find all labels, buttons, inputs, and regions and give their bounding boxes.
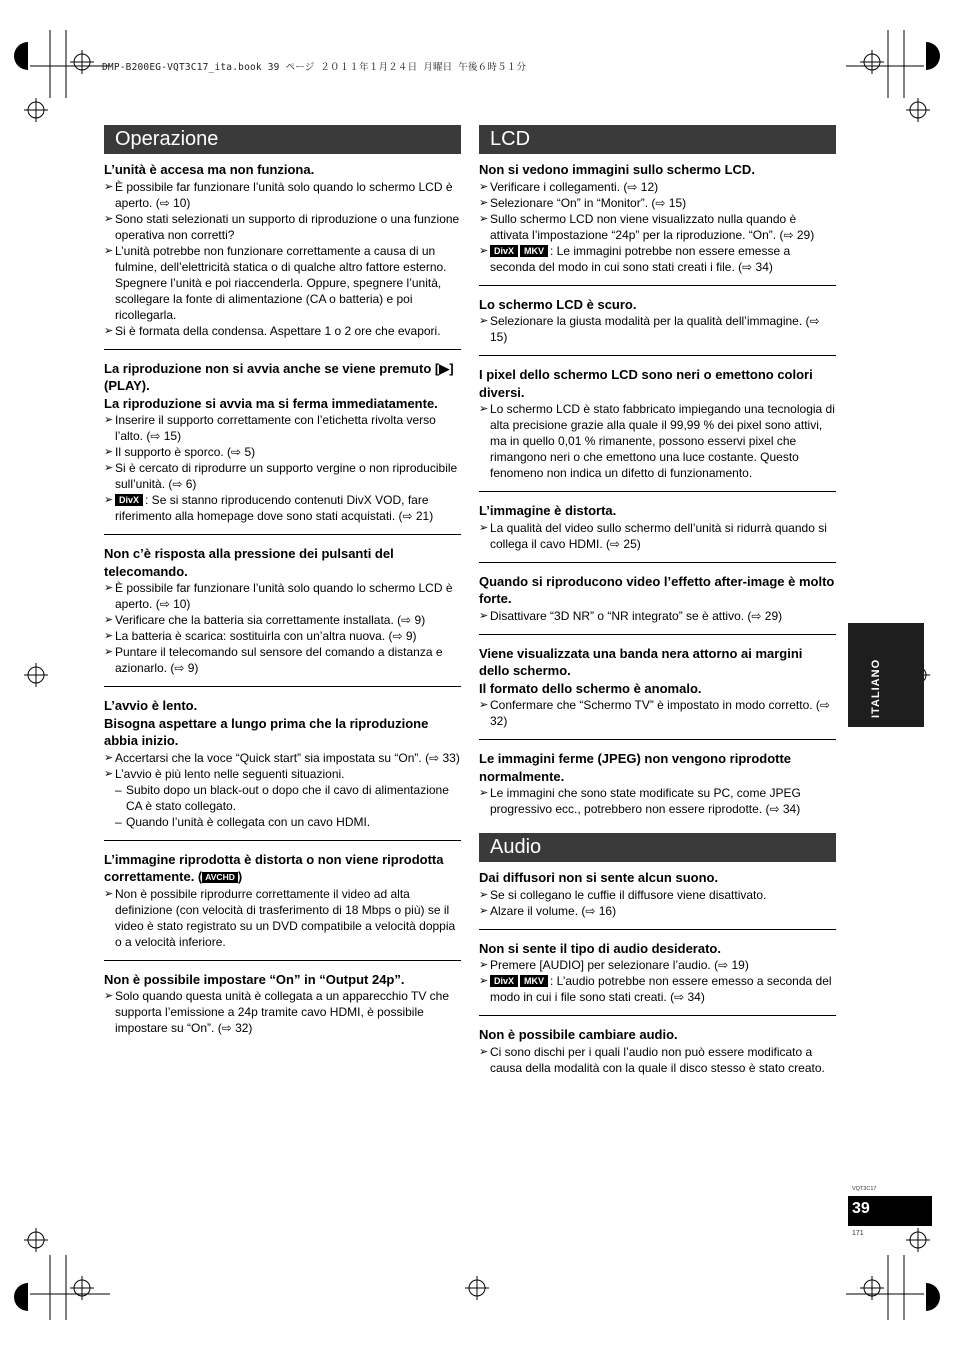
arrow-icon: ➢ — [104, 751, 114, 764]
faq-question: Il formato dello schermo è anomalo. — [479, 680, 702, 696]
faq-answer: ➢ Solo quando questa unità è collegata a un apparecchio TV che supporta l’emissione a 24p tramite cavo HDMI, è possibile impostare su “On”. (⇨ 32) — [104, 989, 450, 1035]
faq-answer: ➢ Selezionare la giusta modalità per la qualità dell’immagine. (⇨ 15) — [479, 314, 820, 344]
section-title-operazione: Operazione — [104, 125, 461, 154]
avchd-badge: AVCHD — [202, 872, 238, 883]
faq-answer: ➢ È possibile far funzionare l’unità solo quando lo schermo LCD è aperto. (⇨ 10) — [104, 581, 453, 611]
faq-block — [479, 929, 836, 1012]
faq-block — [479, 355, 836, 487]
faq-block — [479, 739, 836, 823]
faq-question: L’unità è accesa ma non funziona. — [104, 162, 315, 177]
faq-answer: ➢ Accertarsi che la voce “Quick start” sia impostata su “On”. (⇨ 33) — [104, 750, 460, 765]
divx-badge: DivX — [490, 245, 518, 257]
faq-question: Non si sente il tipo di audio desiderato. — [479, 940, 721, 956]
faq-answer: ➢ Inserire il supporto correttamente con l’etichetta rivolta verso l’alto. (⇨ 15) — [104, 413, 436, 443]
mkv-badge: MKV — [520, 975, 548, 987]
arrow-icon: ➢ — [479, 403, 489, 415]
arrow-icon: ➢ — [104, 324, 114, 337]
arrow-icon: ➢ — [104, 582, 114, 594]
arrow-icon: ➢ — [479, 212, 489, 225]
faq-answer: ➢ Confermare che “Schermo TV” è impostato in modo corretto. (⇨ 32) — [479, 698, 830, 728]
section-title-lcd: LCD — [479, 125, 836, 154]
faq-answer: ➢ Verificare che la batteria sia correttamente installata. (⇨ 9) — [104, 613, 426, 627]
faq-block — [479, 161, 836, 281]
arrow-icon: ➢ — [104, 646, 114, 658]
faq-block — [479, 285, 836, 352]
arrow-icon: ➢ — [104, 614, 114, 626]
doc-code: VQT3C17 — [852, 1186, 877, 1192]
faq-answer: ➢ La qualità del video sullo schermo dell’unità si ridurrà quando si collega il cavo HDMI. (⇨ 25) — [479, 520, 827, 551]
arrow-icon: ➢ — [479, 904, 489, 917]
arrow-icon: ➢ — [479, 196, 489, 209]
faq-question: Non è possibile cambiare audio. — [479, 1027, 678, 1042]
arrow-icon: ➢ — [104, 887, 114, 900]
faq-answer: ➢ Sono stati selezionati un supporto di riproduzione o una funzione operativa non corretti? — [104, 211, 460, 242]
faq-answer: ➢ DivX MKV : Le immagini potrebbe non essere emesse a seconda del modo in cui sono stati creati i file. (⇨ 34) — [479, 243, 791, 274]
faq-answer: ➢ Verificare i collegamenti. (⇨ 12) — [479, 179, 659, 194]
print-header-line: DMP-B200EG-VQT3C17_ita.book 39 ページ ２０１１年１月２４日 月曜日 午後６時５１分 — [102, 62, 527, 73]
faq-block — [479, 869, 836, 925]
faq-answer: ➢ Premere [AUDIO] per selezionare l’audio. (⇨ 19) — [479, 958, 749, 972]
faq-block — [104, 161, 461, 345]
faq-block — [104, 960, 461, 1043]
arrow-icon: ➢ — [479, 244, 489, 257]
faq-question: Non c’è risposta alla pressione dei pulsanti del telecomando. — [104, 546, 394, 579]
faq-answer: ➢ Le immagini che sono state modificate su PC, come JPEG progressivo ecc., potrebbero non essere riprodotte. (⇨ 34) — [479, 786, 801, 816]
faq-answer: ➢ Puntare il telecomando sul sensore del comando a distanza e azionarlo. (⇨ 9) — [104, 645, 443, 675]
faq-block — [104, 534, 461, 682]
faq-block — [479, 562, 836, 630]
arrow-icon: ➢ — [479, 180, 489, 193]
faq-answer: ➢ Ci sono dischi per i quali l’audio non può essere modificato a causa della modalità con la quale il disco stesso è stato creato. — [479, 1044, 825, 1075]
arrow-icon: ➢ — [104, 462, 114, 474]
faq-sub-answer: – Subito dopo un black-out o dopo che il cavo di alimentazione CA è stato collegato. — [115, 782, 449, 813]
language-side-tab — [848, 623, 924, 727]
faq-sub-answer: – Quando l’unità è collegata con un cavo HDMI. — [115, 814, 371, 829]
faq-answer: ➢ L’unità potrebbe non funzionare correttamente a causa di un fulmine, dell’elettricità statica o di qualche altro fattore esterno. Spegnere l’unità e poi riaccenderla. Oppure, spegnere l’unità, scollegare la fonte di alimentazione (CA o batteria) e poi ricollegarla. — [104, 243, 447, 322]
right-column — [479, 125, 836, 1082]
arrow-icon: ➢ — [479, 1045, 489, 1058]
arrow-icon: ➢ — [104, 630, 114, 642]
faq-question: La riproduzione non si avvia anche se viene premuto [▶] (PLAY). — [104, 360, 454, 393]
faq-question: Non si vedono immagini sullo schermo LCD. — [479, 162, 755, 177]
faq-question: L’avvio è lento. — [104, 698, 198, 713]
faq-answer: ➢ Il supporto è sporco. (⇨ 5) — [104, 445, 256, 459]
left-column — [104, 125, 461, 1042]
arrow-icon: ➢ — [479, 959, 489, 971]
faq-answer: ➢ Se si collegano le cuffie il diffusore viene disattivato. — [479, 887, 767, 902]
arrow-icon: ➢ — [479, 699, 489, 711]
arrow-icon: ➢ — [104, 767, 114, 780]
faq-answer: ➢ È possibile far funzionare l’unità solo quando lo schermo LCD è aperto. (⇨ 10) — [104, 179, 453, 210]
faq-answer: ➢ Si è formata della condensa. Aspettare 1 o 2 ore che evapori. — [104, 323, 441, 338]
faq-answer: ➢ Lo schermo LCD è stato fabbricato impiegando una tecnologia di alta precisione grazie alla quale il 99,99 % dei pixel sono attivi, ma in quello 0,01 % rimanente, possono esservi pixel che rimangono neri o che emettono una luce costante. Questo fenomeno non indica un difetto di funzionamento. — [479, 402, 835, 480]
faq-answer: ➢ DivX : Se si stanno riproducendo contenuti DivX VOD, fare riferimento alla homepage dove sono stati acquistati. (⇨ 21) — [104, 493, 434, 523]
faq-question: Non è possibile impostare “On” in “Output 24p”. — [104, 971, 405, 987]
divx-badge: DivX — [490, 975, 518, 987]
faq-question: Le immagini ferme (JPEG) non vengono riprodotte normalmente. — [479, 751, 792, 784]
arrow-icon: ➢ — [479, 315, 489, 327]
faq-answer: ➢ Disattivare “3D NR” o “NR integrato” se è attivo. (⇨ 29) — [479, 608, 783, 623]
faq-question: Lo schermo LCD è scuro. — [479, 296, 637, 312]
faq-block — [104, 840, 461, 956]
faq-block — [104, 349, 461, 531]
language-label: ITALIANO — [870, 658, 882, 718]
divx-badge: DivX — [115, 494, 143, 506]
faq-question: Quando si riproducono video l’effetto after-image è molto forte. — [479, 573, 835, 606]
faq-question: L’immagine riprodotta è distorta o non viene riprodotta correttamente. ( AVCHD ) — [104, 851, 444, 884]
faq-answer: ➢ Sullo schermo LCD non viene visualizzato nulla quando è attivata l’impostazione “24p” per la riproduzione. “On”. (⇨ 29) — [479, 211, 815, 242]
faq-answer: ➢ DivX MKV : L’audio potrebbe non essere emesso a seconda del modo in cui i file sono stati creati. (⇨ 34) — [479, 974, 832, 1004]
arrow-icon: ➢ — [104, 990, 114, 1002]
section-title-audio: Audio — [479, 833, 836, 862]
arrow-icon: ➢ — [104, 446, 114, 458]
secondary-page-number: 171 — [852, 1230, 864, 1237]
faq-answer: ➢ L’avvio è più lento nelle seguenti situazioni. — [104, 766, 345, 781]
faq-question: Viene visualizzata una banda nera attorno ai margini dello schermo. — [479, 645, 803, 678]
faq-question: La riproduzione si avvia ma si ferma immediatamente. — [104, 395, 438, 411]
arrow-icon: ➢ — [104, 494, 114, 506]
faq-answer: ➢ Non è possibile riprodurre correttamente il video ad alta definizione (con velocità di trasferimento di 18 Mbps o più) se il video è stato registrato su un DVD compatibile a velocità doppia o a velocità inferiore. — [104, 886, 456, 949]
arrow-icon: ➢ — [479, 521, 489, 534]
arrow-icon: ➢ — [104, 414, 114, 426]
page-number: 39 — [852, 1200, 870, 1217]
arrow-icon: ➢ — [479, 787, 489, 799]
faq-block — [479, 634, 836, 736]
arrow-icon: ➢ — [104, 180, 114, 193]
arrow-icon: ➢ — [104, 244, 114, 257]
faq-block — [104, 686, 461, 836]
mkv-badge: MKV — [520, 245, 548, 257]
faq-block — [479, 491, 836, 558]
faq-question: L’immagine è distorta. — [479, 503, 617, 518]
faq-question: I pixel dello schermo LCD sono neri o emettono colori diversi. — [479, 367, 813, 400]
faq-question: Dai diffusori non si sente alcun suono. — [479, 870, 719, 885]
arrow-icon: ➢ — [479, 975, 489, 987]
faq-answer: ➢ La batteria è scarica: sostituirla con un’altra nuova. (⇨ 9) — [104, 629, 417, 643]
arrow-icon: ➢ — [479, 609, 489, 622]
faq-answer: ➢ Selezionare “On” in “Monitor”. (⇨ 15) — [479, 195, 687, 210]
faq-answer: ➢ Alzare il volume. (⇨ 16) — [479, 903, 617, 918]
arrow-icon: ➢ — [479, 888, 489, 901]
faq-answer: ➢ Si è cercato di riprodurre un supporto vergine o non riproducibile sull’unità. (⇨ 6) — [104, 461, 458, 491]
faq-question: Bisogna aspettare a lungo prima che la riproduzione abbia inizio. — [104, 715, 429, 748]
faq-block — [479, 1015, 836, 1082]
arrow-icon: ➢ — [104, 212, 114, 225]
